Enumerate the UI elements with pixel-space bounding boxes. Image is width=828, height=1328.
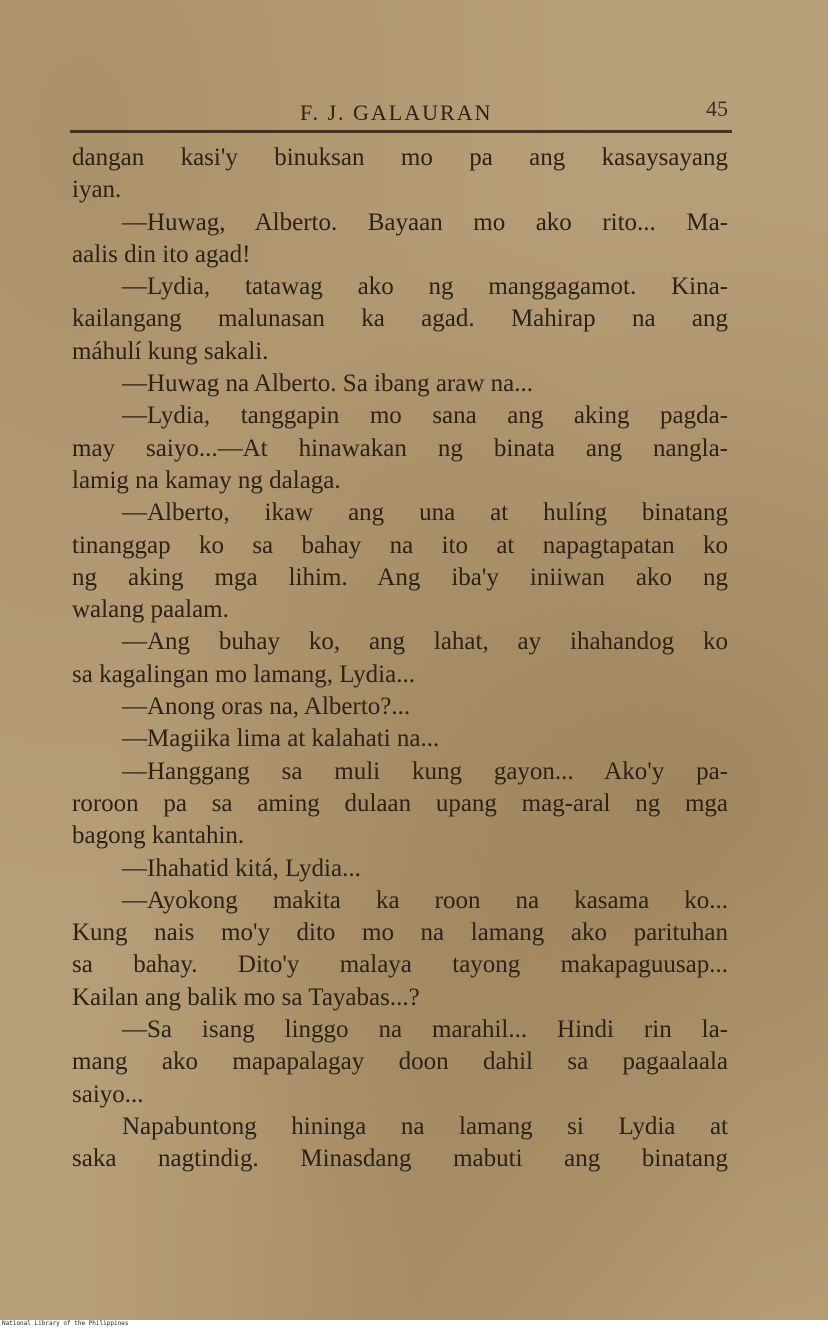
text-line: —Hanggang sa muli kung gayon... Ako'y pa- — [122, 757, 728, 785]
text-line: —Alberto, ikaw ang una at hulíng binatang — [122, 499, 728, 527]
library-credit: National Library of the Philippines — [2, 1320, 129, 1327]
text-line: sa bahay. Dito'y malaya tayong makapaguusap... — [72, 951, 728, 979]
text-line: bagong kantahin. — [72, 822, 245, 850]
text-line: —Lydia, tanggapin mo sana ang aking pagda- — [122, 402, 728, 430]
text-line: kailangang malunasan ka agad. Mahirap na ang — [72, 305, 728, 333]
text-line: saiyo... — [72, 1080, 144, 1108]
text-line: mang ako mapapalagay doon dahil sa pagaalaala — [72, 1048, 728, 1076]
text-line: walang paalam. — [72, 596, 229, 624]
text-line: —Ang buhay ko, ang lahat, ay ihahandog ko — [122, 628, 728, 656]
text-line: ng aking mga lihim. Ang iba'y iniiwan ako ng — [72, 563, 728, 591]
text-line: —Anong oras na, Alberto?... — [122, 693, 411, 721]
text-line: máhulí kung sakali. — [72, 337, 269, 365]
page-header — [70, 96, 732, 136]
text-line: —Sa isang linggo na marahil... Hindi rin la- — [122, 1016, 728, 1044]
text-line: —Lydia, tatawag ako ng manggagamot. Kina- — [122, 273, 728, 301]
text-line: Napabuntong hininga na lamang si Lydia at — [122, 1112, 728, 1140]
text-line: aalis din ito agad! — [72, 240, 251, 268]
text-line: —Ayokong makita ka roon na kasama ko... — [122, 886, 728, 914]
text-line: —Magiika lima at kalahati na... — [122, 725, 440, 753]
text-line: tinanggap ko sa bahay na ito at napagtapatan ko — [72, 531, 728, 559]
text-line: roroon pa sa aming dulaan upang mag-aral ng mga — [72, 789, 728, 817]
text-line: dangan kasi'y binuksan mo pa ang kasaysayang — [72, 144, 728, 171]
text-line: lamig na kamay ng dalaga. — [72, 466, 341, 494]
page-number: 45 — [706, 96, 728, 121]
text-line: Kailan ang balik mo sa Tayabas...? — [72, 983, 420, 1011]
text-line: may saiyo...—At hinawakan ng binata ang nangla- — [72, 434, 728, 462]
header-rule — [70, 130, 732, 133]
running-head: F. J. GALAURAN — [300, 100, 493, 125]
text-line: —Huwag na Alberto. Sa ibang araw na... — [122, 370, 533, 398]
text-line: —Huwag, Alberto. Bayaan mo ako rito... Ma- — [122, 208, 728, 236]
text-line: —Ihahatid kitá, Lydia... — [122, 854, 361, 882]
text-line: iyan. — [72, 176, 122, 204]
text-line: sa kagalingan mo lamang, Lydia... — [72, 660, 415, 688]
text-line: Kung nais mo'y dito mo na lamang ako parituhan — [72, 919, 728, 947]
text-line: saka nagtindig. Minasdang mabuti ang binatang — [72, 1145, 728, 1173]
body-text — [72, 142, 728, 1176]
